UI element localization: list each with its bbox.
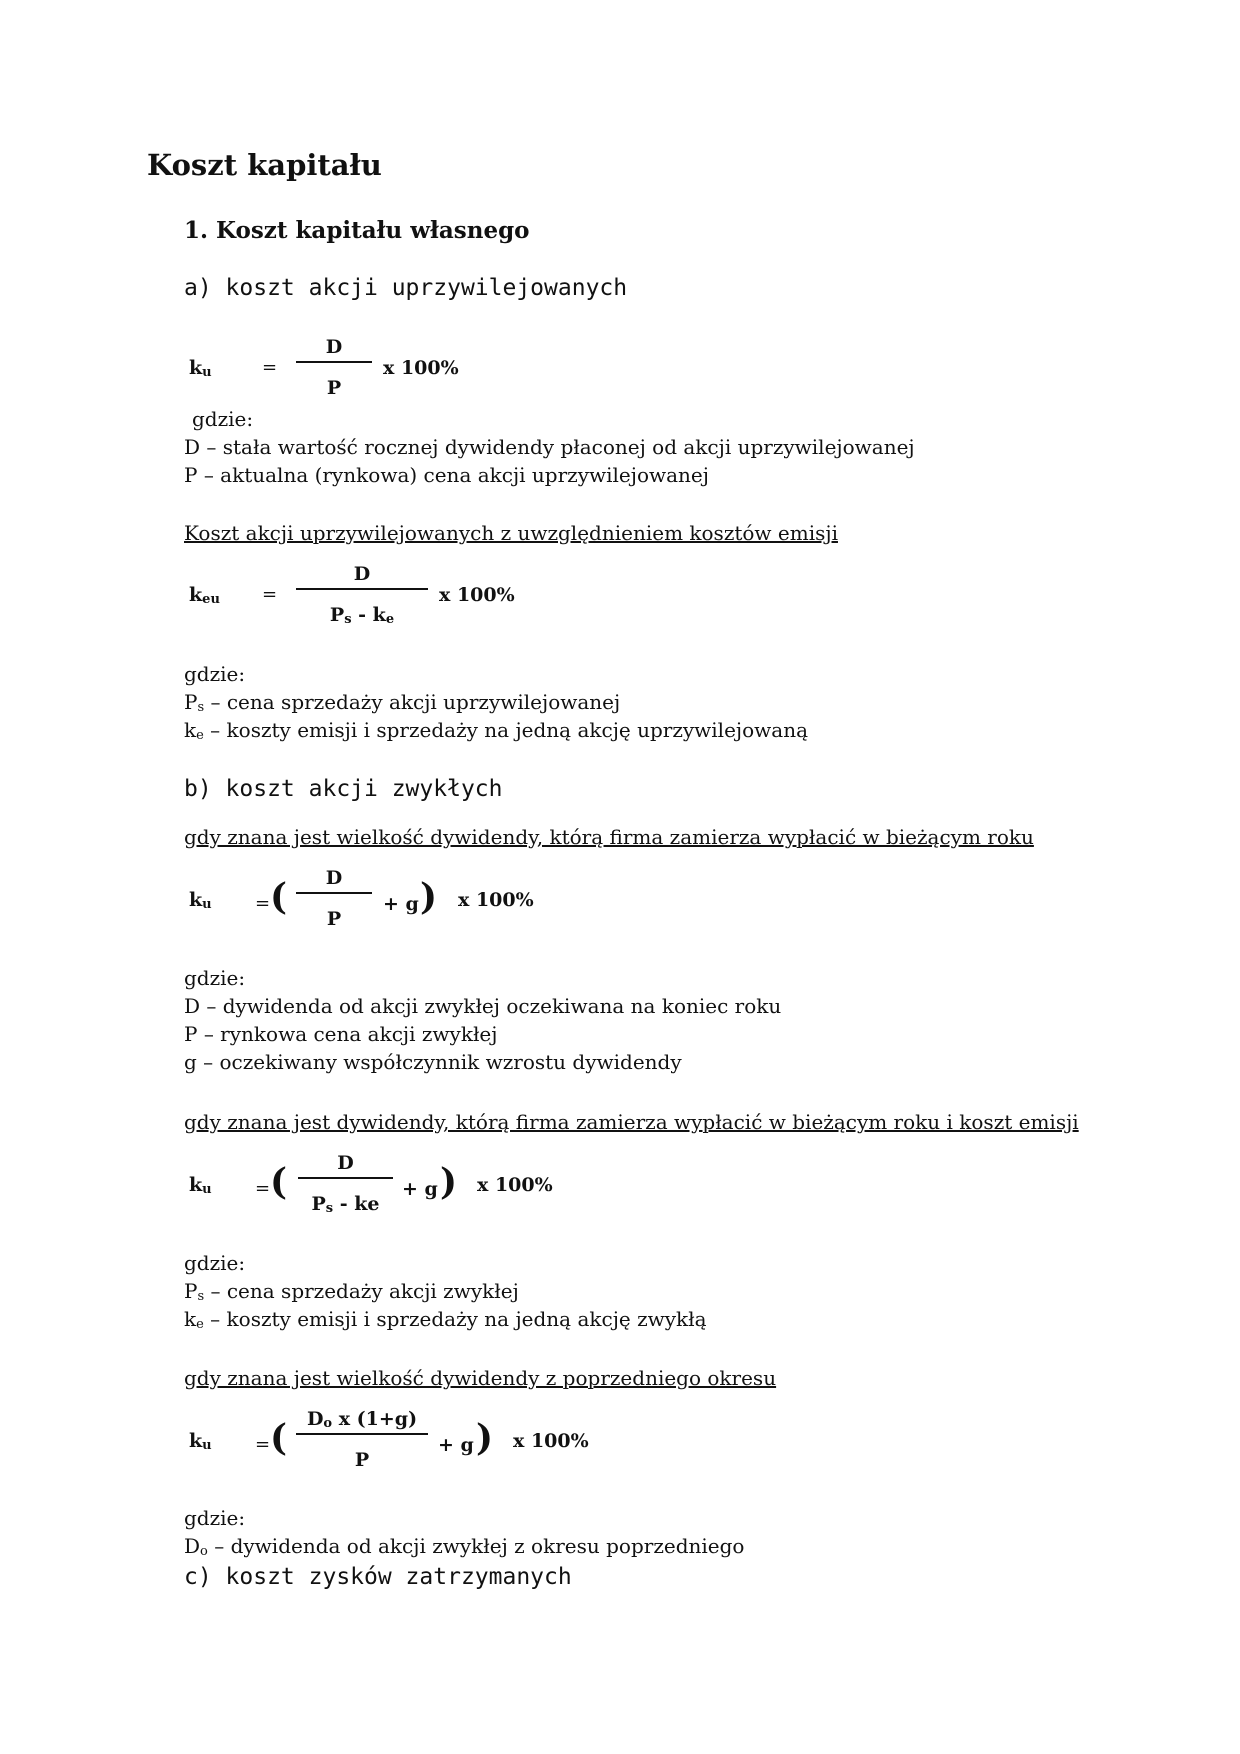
- formula-2-lhs-sub: eu: [202, 592, 220, 607]
- formula-4-numerator: D: [337, 1152, 354, 1174]
- subsection-heading-b: b) koszt akcji zwykłych: [184, 776, 503, 802]
- formula-5-lhs-sub: u: [202, 1438, 212, 1453]
- formula-2-lhs: k: [189, 584, 203, 606]
- subheading-emission-costs: Koszt akcji uprzywilejowanych z uwzględnieniem kosztów emisji: [184, 521, 838, 545]
- formula-5-left-paren: (: [270, 1417, 288, 1459]
- definition-1-line-2: P – aktualna (rynkowa) cena akcji uprzywilejowanej: [184, 463, 709, 487]
- formula-5-denominator: P: [354, 1449, 370, 1471]
- definition-1-line-1: D – stała wartość rocznej dywidendy płaconej od akcji uprzywilejowanej: [184, 435, 915, 459]
- formula-4-lhs: k: [189, 1174, 203, 1196]
- formula-3-lhs-sub: u: [202, 897, 212, 912]
- formula-3-plus-g: + g: [383, 893, 419, 915]
- formula-1-lhs: k: [189, 357, 203, 379]
- formula-3-numerator: D: [325, 867, 343, 889]
- subsection-heading-a: a) koszt akcji uprzywilejowanych: [184, 275, 628, 301]
- definition-2-line-1: Ps – cena sprzedaży akcji uprzywilejowanej: [184, 690, 621, 715]
- where-label-2: gdzie:: [184, 662, 246, 686]
- formula-5-fraction-bar: [296, 1433, 428, 1435]
- formula-1-denominator: P: [326, 377, 342, 399]
- formula-2-numerator: D: [353, 563, 371, 585]
- formula-4-multiplier: x 100%: [477, 1174, 553, 1196]
- formula-5-right-paren: ): [476, 1417, 494, 1459]
- subheading-previous-dividend: gdy znana jest wielkość dywidendy z poprzedniego okresu: [184, 1366, 777, 1390]
- formula-1-multiplier: x 100%: [383, 357, 459, 379]
- formula-5-numerator: Do x (1+g): [306, 1408, 418, 1431]
- section-heading-1: 1. Koszt kapitału własnego: [184, 217, 530, 244]
- formula-2-equals: =: [262, 584, 278, 605]
- formula-3-lhs: k: [189, 889, 203, 911]
- definition-2-line-2: ke – koszty emisji i sprzedaży na jedną akcję uprzywilejowaną: [184, 718, 809, 743]
- subheading-current-dividend: gdy znana jest wielkość dywidendy, którą firma zamierza wypłacić w bieżącym roku: [184, 825, 1034, 849]
- definition-4-line-1: Ps – cena sprzedaży akcji zwykłej: [184, 1279, 519, 1304]
- formula-1-lhs-sub: u: [202, 365, 212, 380]
- formula-4-right-paren: ): [440, 1161, 458, 1203]
- formula-3-equals: =: [255, 893, 271, 914]
- where-label-1: gdzie:: [192, 407, 254, 431]
- formula-2-fraction-bar: [296, 588, 428, 590]
- formula-4-plus-g: + g: [402, 1178, 438, 1200]
- subheading-dividend-emission: gdy znana jest dywidendy, którą firma zamierza wypłacić w bieżącym roku i koszt emisji: [184, 1110, 1079, 1134]
- formula-4-left-paren: (: [270, 1161, 288, 1203]
- definition-3-line-3: g – oczekiwany współczynnik wzrostu dywidendy: [184, 1050, 682, 1074]
- formula-4-lhs-sub: u: [202, 1182, 212, 1197]
- formula-5-multiplier: x 100%: [513, 1430, 589, 1452]
- formula-3-multiplier: x 100%: [458, 889, 534, 911]
- formula-1-fraction-bar: [296, 361, 372, 363]
- formula-5-equals: =: [255, 1434, 271, 1455]
- formula-4-equals: =: [255, 1178, 271, 1199]
- where-label-5: gdzie:: [184, 1506, 246, 1530]
- definition-3-line-1: D – dywidenda od akcji zwykłej oczekiwana na koniec roku: [184, 994, 782, 1018]
- definition-3-line-2: P – rynkowa cena akcji zwykłej: [184, 1022, 498, 1046]
- formula-3-denominator: P: [326, 908, 342, 930]
- formula-1-equals: =: [262, 357, 278, 378]
- where-label-4: gdzie:: [184, 1251, 246, 1275]
- where-label-3: gdzie:: [184, 966, 246, 990]
- formula-3-left-paren: (: [270, 876, 288, 918]
- formula-5-plus-g: + g: [438, 1434, 474, 1456]
- formula-3-fraction-bar: [296, 892, 372, 894]
- formula-4-fraction-bar: [298, 1177, 393, 1179]
- formula-4-denominator: Ps - ke: [311, 1193, 380, 1216]
- formula-2-multiplier: x 100%: [439, 584, 515, 606]
- formula-1-numerator: D: [325, 336, 343, 358]
- page-title: Koszt kapitału: [147, 148, 382, 182]
- definition-5-line-1: Do – dywidenda od akcji zwykłej z okresu poprzedniego: [184, 1534, 745, 1559]
- subsection-heading-c: c) koszt zysków zatrzymanych: [184, 1564, 572, 1590]
- formula-3-right-paren: ): [420, 876, 438, 918]
- formula-2-denominator: Ps - ke: [329, 604, 395, 627]
- definition-4-line-2: ke – koszty emisji i sprzedaży na jedną akcję zwykłą: [184, 1307, 707, 1332]
- formula-5-lhs: k: [189, 1430, 203, 1452]
